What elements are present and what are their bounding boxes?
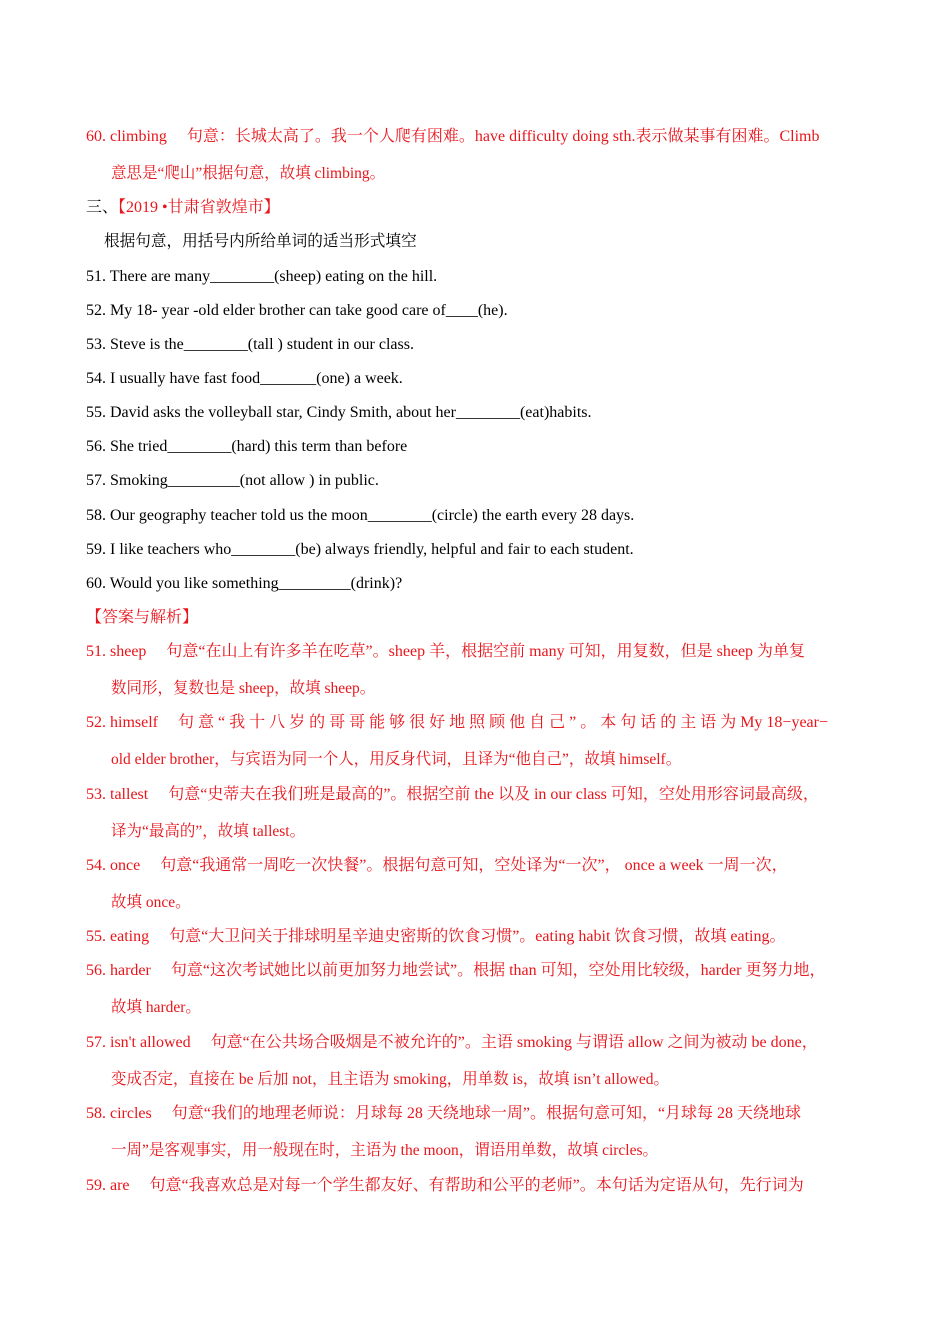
section-prefix: 三、: [86, 199, 119, 216]
question-51: 51. There are many________(sheep) eating on the hill.: [86, 268, 438, 285]
answer-52-line2: old elder brother，与宾语为同一个人，用反身代词，且译为“他自己”，故填 himself。: [111, 751, 682, 768]
answer-52-line1: 52. himself 句 意 “ 我 十 八 岁 的 哥 哥 能 够 很 好 地 照 顾 他 自 己 ” 。 本 句 话 的 主 语 为 My 18−year−: [86, 714, 829, 731]
answer-57-line2: 变成否定，直接在 be 后加 not，且主语为 smoking，用单数 is，故填 isn’t allowed。: [111, 1071, 669, 1088]
answer-57-line1: 57. isn't allowed 句意“在公共场合吸烟是不被允许的”。主语 smoking 与谓语 allow 之间为被动 be done，: [86, 1034, 818, 1051]
prev-answer-60-line2: 意思是“爬山”根据句意，故填 climbing。: [111, 165, 386, 182]
answer-59-line1: 59. are 句意“我喜欢总是对每一个学生都友好、有帮助和公平的老师”。本句话为定语从句，先行词为: [86, 1177, 804, 1194]
answer-51-line2: 数同形，复数也是 sheep，故填 sheep。: [111, 680, 376, 697]
section-source: 【2019 •甘肃省敦煌市】: [118, 199, 280, 216]
question-54: 54. I usually have fast food_______(one) a week.: [86, 370, 403, 387]
answer-56-line2: 故填 harder。: [111, 999, 201, 1016]
question-59: 59. I like teachers who________(be) always friendly, helpful and fair to each student.: [86, 541, 634, 558]
answer-58-line1: 58. circles 句意“我们的地理老师说：月球每 28 天绕地球一周”。根据句意可知，“月球每 28 天绕地球: [86, 1105, 802, 1122]
question-52: 52. My 18- year -old elder brother can take good care of____(he).: [86, 302, 508, 319]
question-56: 56. She tried________(hard) this term than before: [86, 438, 408, 455]
answer-55-line1: 55. eating 句意“大卫问关于排球明星辛迪史密斯的饮食习惯”。eating habit 饮食习惯，故填 eating。: [86, 928, 786, 945]
answer-54-line1: 54. once 句意“我通常一周吃一次快餐”。根据句意可知，空处译为“一次”， once a week 一周一次，: [86, 857, 788, 874]
answer-53-line1: 53. tallest 句意“史蒂夫在我们班是最高的”。根据空前 the 以及 in our class 可知，空处用形容词最高级，: [86, 786, 819, 803]
answer-54-line2: 故填 once。: [111, 894, 191, 911]
question-55: 55. David asks the volleyball star, Cindy Smith, about her________(eat)habits.: [86, 404, 592, 421]
question-60: 60. Would you like something_________(drink)?: [86, 575, 403, 592]
prev-answer-60-line1: 60. climbing 句意：长城太高了。我一个人爬有困难。have difficulty doing sth.表示做某事有困难。Climb: [86, 128, 820, 145]
section-instruction: 根据句意，用括号内所给单词的适当形式填空: [104, 233, 417, 250]
question-53: 53. Steve is the________(tall ) student in our class.: [86, 336, 414, 353]
answer-53-line2: 译为“最高的”，故填 tallest。: [111, 823, 306, 840]
answer-51-line1: 51. sheep 句意“在山上有许多羊在吃草”。sheep 羊，根据空前 many 可知，用复数，但是 sheep 为单复: [86, 643, 806, 660]
answers-heading: 【答案与解析】: [86, 609, 199, 626]
answer-58-line2: 一周”是客观事实，用一般现在时，主语为 the moon，谓语用单数，故填 circles。: [111, 1142, 659, 1159]
question-58: 58. Our geography teacher told us the moon________(circle) the earth every 28 days.: [86, 507, 635, 524]
section-heading: [86, 198, 876, 218]
answer-56-line1: 56. harder 句意“这次考试她比以前更加努力地尝试”。根据 than 可知，空处用比较级，harder 更努力地，: [86, 962, 826, 979]
question-57: 57. Smoking_________(not allow ) in public.: [86, 472, 379, 489]
